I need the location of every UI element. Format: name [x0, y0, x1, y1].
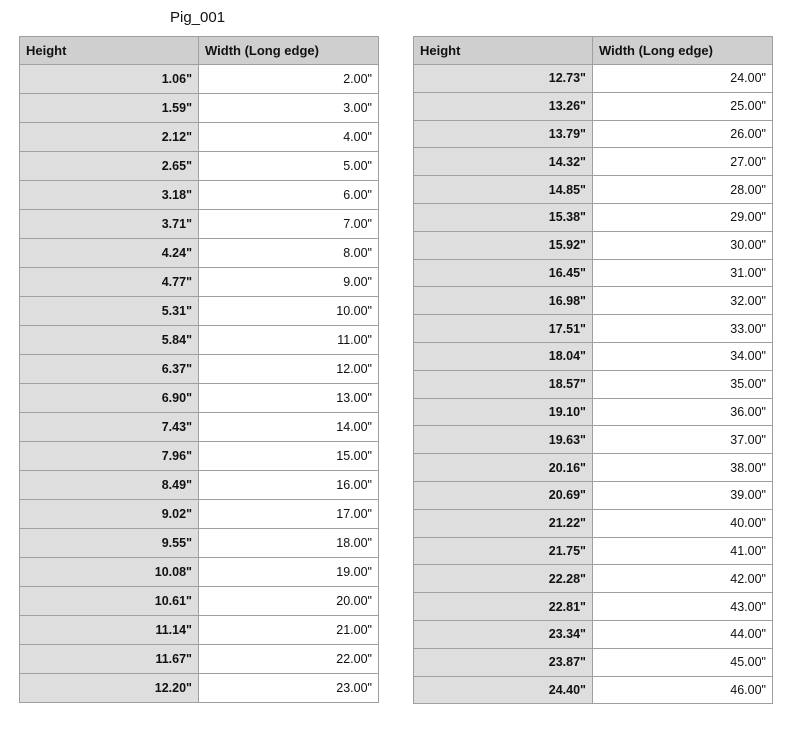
height-cell[interactable]: 24.40" [414, 676, 593, 704]
table-row [414, 676, 773, 704]
table-row [414, 565, 773, 593]
table-row [20, 645, 379, 674]
width-cell[interactable]: 4.00" [199, 123, 379, 152]
table-row [414, 203, 773, 231]
table-row [414, 176, 773, 204]
sheet-title: Pig_001 [170, 9, 226, 26]
width-cell[interactable]: 6.00" [199, 181, 379, 210]
height-cell[interactable]: 1.59" [20, 94, 199, 123]
height-cell[interactable]: 6.37" [20, 355, 199, 384]
table-row [20, 355, 379, 384]
width-cell[interactable]: 46.00" [593, 676, 773, 704]
table-row [20, 442, 379, 471]
table-row [20, 558, 379, 587]
width-cell[interactable]: 26.00" [593, 120, 773, 148]
table-row [414, 65, 773, 93]
table-row [414, 231, 773, 259]
table-row [20, 152, 379, 181]
table-row [414, 287, 773, 315]
width-cell[interactable]: 20.00" [199, 587, 379, 616]
height-cell[interactable]: 14.32" [414, 148, 593, 176]
height-cell[interactable]: 7.43" [20, 413, 199, 442]
width-cell[interactable]: 12.00" [199, 355, 379, 384]
table-header-row [414, 37, 773, 65]
height-cell[interactable]: 2.12" [20, 123, 199, 152]
height-cell[interactable]: 15.92" [414, 231, 593, 259]
height-cell[interactable]: 12.73" [414, 65, 593, 93]
table-row [20, 239, 379, 268]
height-cell[interactable]: 16.98" [414, 287, 593, 315]
height-cell[interactable]: 8.49" [20, 471, 199, 500]
width-column-header: Width (Long edge) [199, 37, 379, 65]
table-row [414, 481, 773, 509]
height-cell[interactable]: 11.14" [20, 616, 199, 645]
height-cell[interactable]: 11.67" [20, 645, 199, 674]
height-cell[interactable]: 23.87" [414, 648, 593, 676]
width-cell[interactable]: 2.00" [199, 65, 379, 94]
height-cell[interactable]: 12.20" [20, 674, 199, 703]
table-row [20, 94, 379, 123]
width-cell[interactable]: 23.00" [199, 674, 379, 703]
table-row [414, 648, 773, 676]
width-cell[interactable]: 43.00" [593, 593, 773, 621]
height-cell[interactable]: 18.04" [414, 342, 593, 370]
table-row [414, 148, 773, 176]
table-row [20, 123, 379, 152]
table-row [414, 593, 773, 621]
table-row [20, 210, 379, 239]
width-cell[interactable]: 39.00" [593, 481, 773, 509]
table-row [414, 92, 773, 120]
table-row [20, 616, 379, 645]
height-cell[interactable]: 3.71" [20, 210, 199, 239]
width-cell[interactable]: 27.00" [593, 148, 773, 176]
height-cell[interactable]: 2.65" [20, 152, 199, 181]
width-cell[interactable]: 22.00" [199, 645, 379, 674]
height-cell[interactable]: 10.61" [20, 587, 199, 616]
width-cell[interactable]: 14.00" [199, 413, 379, 442]
height-cell[interactable]: 5.84" [20, 326, 199, 355]
height-cell[interactable]: 4.24" [20, 239, 199, 268]
width-cell[interactable]: 36.00" [593, 398, 773, 426]
width-cell[interactable]: 41.00" [593, 537, 773, 565]
width-cell[interactable]: 17.00" [199, 500, 379, 529]
width-cell[interactable]: 3.00" [199, 94, 379, 123]
width-cell[interactable]: 42.00" [593, 565, 773, 593]
width-cell[interactable]: 8.00" [199, 239, 379, 268]
height-cell[interactable]: 19.10" [414, 398, 593, 426]
width-cell[interactable]: 19.00" [199, 558, 379, 587]
width-cell[interactable]: 37.00" [593, 426, 773, 454]
width-cell[interactable]: 15.00" [199, 442, 379, 471]
table-row [20, 297, 379, 326]
height-cell[interactable]: 4.77" [20, 268, 199, 297]
table-row [414, 537, 773, 565]
width-cell[interactable]: 5.00" [199, 152, 379, 181]
width-cell[interactable]: 11.00" [199, 326, 379, 355]
table-row [20, 65, 379, 94]
table-row [20, 326, 379, 355]
height-cell[interactable]: 23.34" [414, 620, 593, 648]
height-cell[interactable]: 21.22" [414, 509, 593, 537]
height-cell[interactable]: 13.79" [414, 120, 593, 148]
width-cell[interactable]: 35.00" [593, 370, 773, 398]
table-row [20, 413, 379, 442]
table-row [414, 120, 773, 148]
table-row [414, 620, 773, 648]
table-row [414, 509, 773, 537]
height-cell[interactable]: 19.63" [414, 426, 593, 454]
table-row [414, 370, 773, 398]
height-cell[interactable]: 16.45" [414, 259, 593, 287]
width-cell[interactable]: 29.00" [593, 203, 773, 231]
width-cell[interactable]: 21.00" [199, 616, 379, 645]
height-cell[interactable]: 21.75" [414, 537, 593, 565]
height-cell[interactable]: 15.38" [414, 203, 593, 231]
width-cell[interactable]: 10.00" [199, 297, 379, 326]
table-row [20, 268, 379, 297]
width-cell[interactable]: 9.00" [199, 268, 379, 297]
height-cell[interactable]: 5.31" [20, 297, 199, 326]
width-cell[interactable]: 7.00" [199, 210, 379, 239]
table-row [414, 342, 773, 370]
width-cell[interactable]: 24.00" [593, 65, 773, 93]
height-cell[interactable]: 3.18" [20, 181, 199, 210]
width-cell[interactable]: 30.00" [593, 231, 773, 259]
height-cell[interactable]: 22.28" [414, 565, 593, 593]
height-cell[interactable]: 13.26" [414, 92, 593, 120]
height-cell[interactable]: 6.90" [20, 384, 199, 413]
width-cell[interactable]: 31.00" [593, 259, 773, 287]
width-cell[interactable]: 32.00" [593, 287, 773, 315]
size-table-right [413, 36, 773, 704]
table-row [414, 315, 773, 343]
width-cell[interactable]: 16.00" [199, 471, 379, 500]
table-row [20, 674, 379, 703]
width-column-header: Width (Long edge) [593, 37, 773, 65]
width-cell[interactable]: 44.00" [593, 620, 773, 648]
height-cell[interactable]: 9.55" [20, 529, 199, 558]
height-cell[interactable]: 17.51" [414, 315, 593, 343]
table-header-row [20, 37, 379, 65]
height-column-header: Height [414, 37, 593, 65]
height-cell[interactable]: 20.69" [414, 481, 593, 509]
table-row [20, 587, 379, 616]
height-cell[interactable]: 14.85" [414, 176, 593, 204]
height-column-header: Height [20, 37, 199, 65]
height-cell[interactable]: 20.16" [414, 454, 593, 482]
width-cell[interactable]: 38.00" [593, 454, 773, 482]
table-row [414, 398, 773, 426]
table-row [414, 259, 773, 287]
width-cell[interactable]: 18.00" [199, 529, 379, 558]
height-cell[interactable]: 10.08" [20, 558, 199, 587]
table-row [20, 181, 379, 210]
width-cell[interactable]: 34.00" [593, 342, 773, 370]
table-row [20, 384, 379, 413]
width-cell[interactable]: 33.00" [593, 315, 773, 343]
height-cell[interactable]: 1.06" [20, 65, 199, 94]
height-cell[interactable]: 18.57" [414, 370, 593, 398]
width-cell[interactable]: 28.00" [593, 176, 773, 204]
table-row [20, 529, 379, 558]
width-cell[interactable]: 25.00" [593, 92, 773, 120]
table-row [414, 426, 773, 454]
height-cell[interactable]: 7.96" [20, 442, 199, 471]
width-cell[interactable]: 13.00" [199, 384, 379, 413]
table-row [414, 454, 773, 482]
width-cell[interactable]: 45.00" [593, 648, 773, 676]
table-row [20, 500, 379, 529]
table-row [20, 471, 379, 500]
width-cell[interactable]: 40.00" [593, 509, 773, 537]
size-table-left [19, 36, 379, 703]
height-cell[interactable]: 9.02" [20, 500, 199, 529]
height-cell[interactable]: 22.81" [414, 593, 593, 621]
